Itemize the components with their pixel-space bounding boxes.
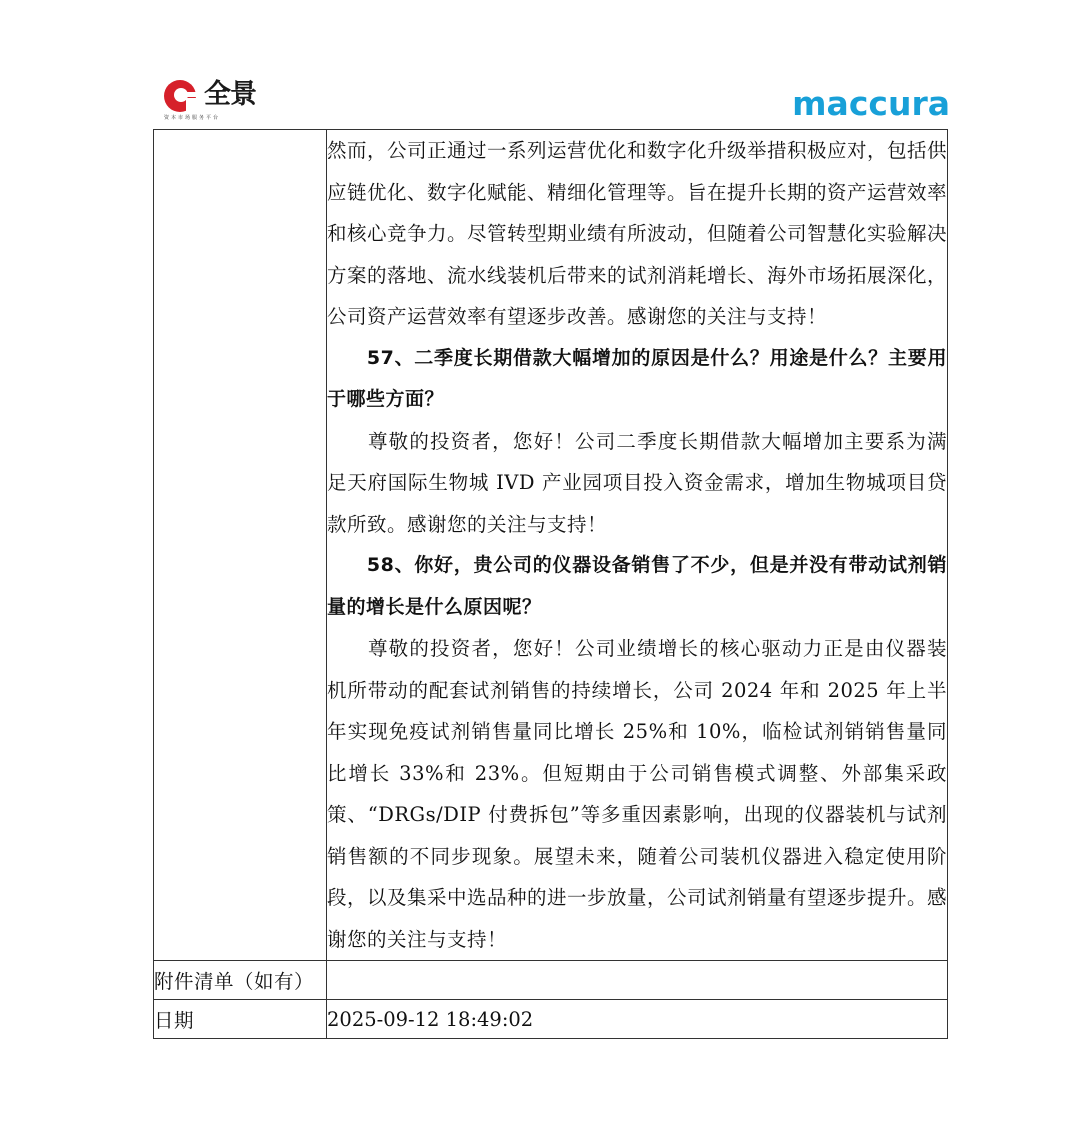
- panorama-logo: [160, 76, 270, 126]
- answer-58: 尊敬的投资者，您好！公司业绩增长的核心驱动力正是由仪器装机所带动的配套试剂销售的持续增长，公司 2024 年和 2025 年上半年实现免疫试剂销售量同比增长 25%和 10%，临检试剂销销售量同比增长 33%和 23%。但短期由于公司销售模式调整、外部集采政策、“DRGs/DIP 付费拆包”等多重因素影响，出现的仪器装机与试剂销售额的不同步现象。展望未来，随着公司装机仪器进入稳定使用阶段，以及集采中选品种的进一步放量，公司试剂销量有望逐步提升。感谢您的关注与支持！: [327, 637, 948, 951]
- date-value: 2025-09-12 18:49:02: [327, 1000, 948, 1039]
- content-label-cell: [154, 130, 327, 961]
- date-row: [154, 1000, 948, 1039]
- page-header: [0, 0, 1080, 130]
- maccura-logo: maccura: [792, 84, 950, 123]
- answer-paragraph-56-cont: 然而，公司正通过一系列运营优化和数字化升级举措积极应对，包括供应链优化、数字化赋能、精细化管理等。旨在提升长期的资产运营效率和核心竞争力。尽管转型期业绩有所波动，但随着公司智慧化实验解决方案的落地、流水线装机后带来的试剂消耗增长、海外市场拓展深化，公司资产运营效率有望逐步改善。感谢您的关注与支持！: [327, 139, 948, 328]
- content-row: [154, 130, 948, 961]
- date-label: 日期: [154, 1000, 327, 1039]
- attachments-label: 附件清单（如有）: [154, 961, 327, 1000]
- panorama-logo-name: 全景: [204, 79, 256, 110]
- answer-57: 尊敬的投资者，您好！公司二季度长期借款大幅增加主要系为满足天府国际生物城 IVD 产业园项目投入资金需求，增加生物城项目贷款所致。感谢您的关注与支持！: [327, 429, 947, 536]
- content-cell: [327, 130, 948, 961]
- question-57: 57、二季度长期借款大幅增加的原因是什么？用途是什么？主要用于哪些方面？: [327, 346, 947, 410]
- panorama-logo-icon: [162, 78, 202, 114]
- attachments-value: [327, 961, 948, 1000]
- panorama-logo-tagline: 资本市场服务平台: [164, 115, 221, 121]
- record-table: [153, 129, 948, 1039]
- attachments-row: [154, 961, 948, 1000]
- question-58: 58、你好，贵公司的仪器设备销售了不少，但是并没有带动试剂销量的增长是什么原因呢？: [327, 554, 947, 618]
